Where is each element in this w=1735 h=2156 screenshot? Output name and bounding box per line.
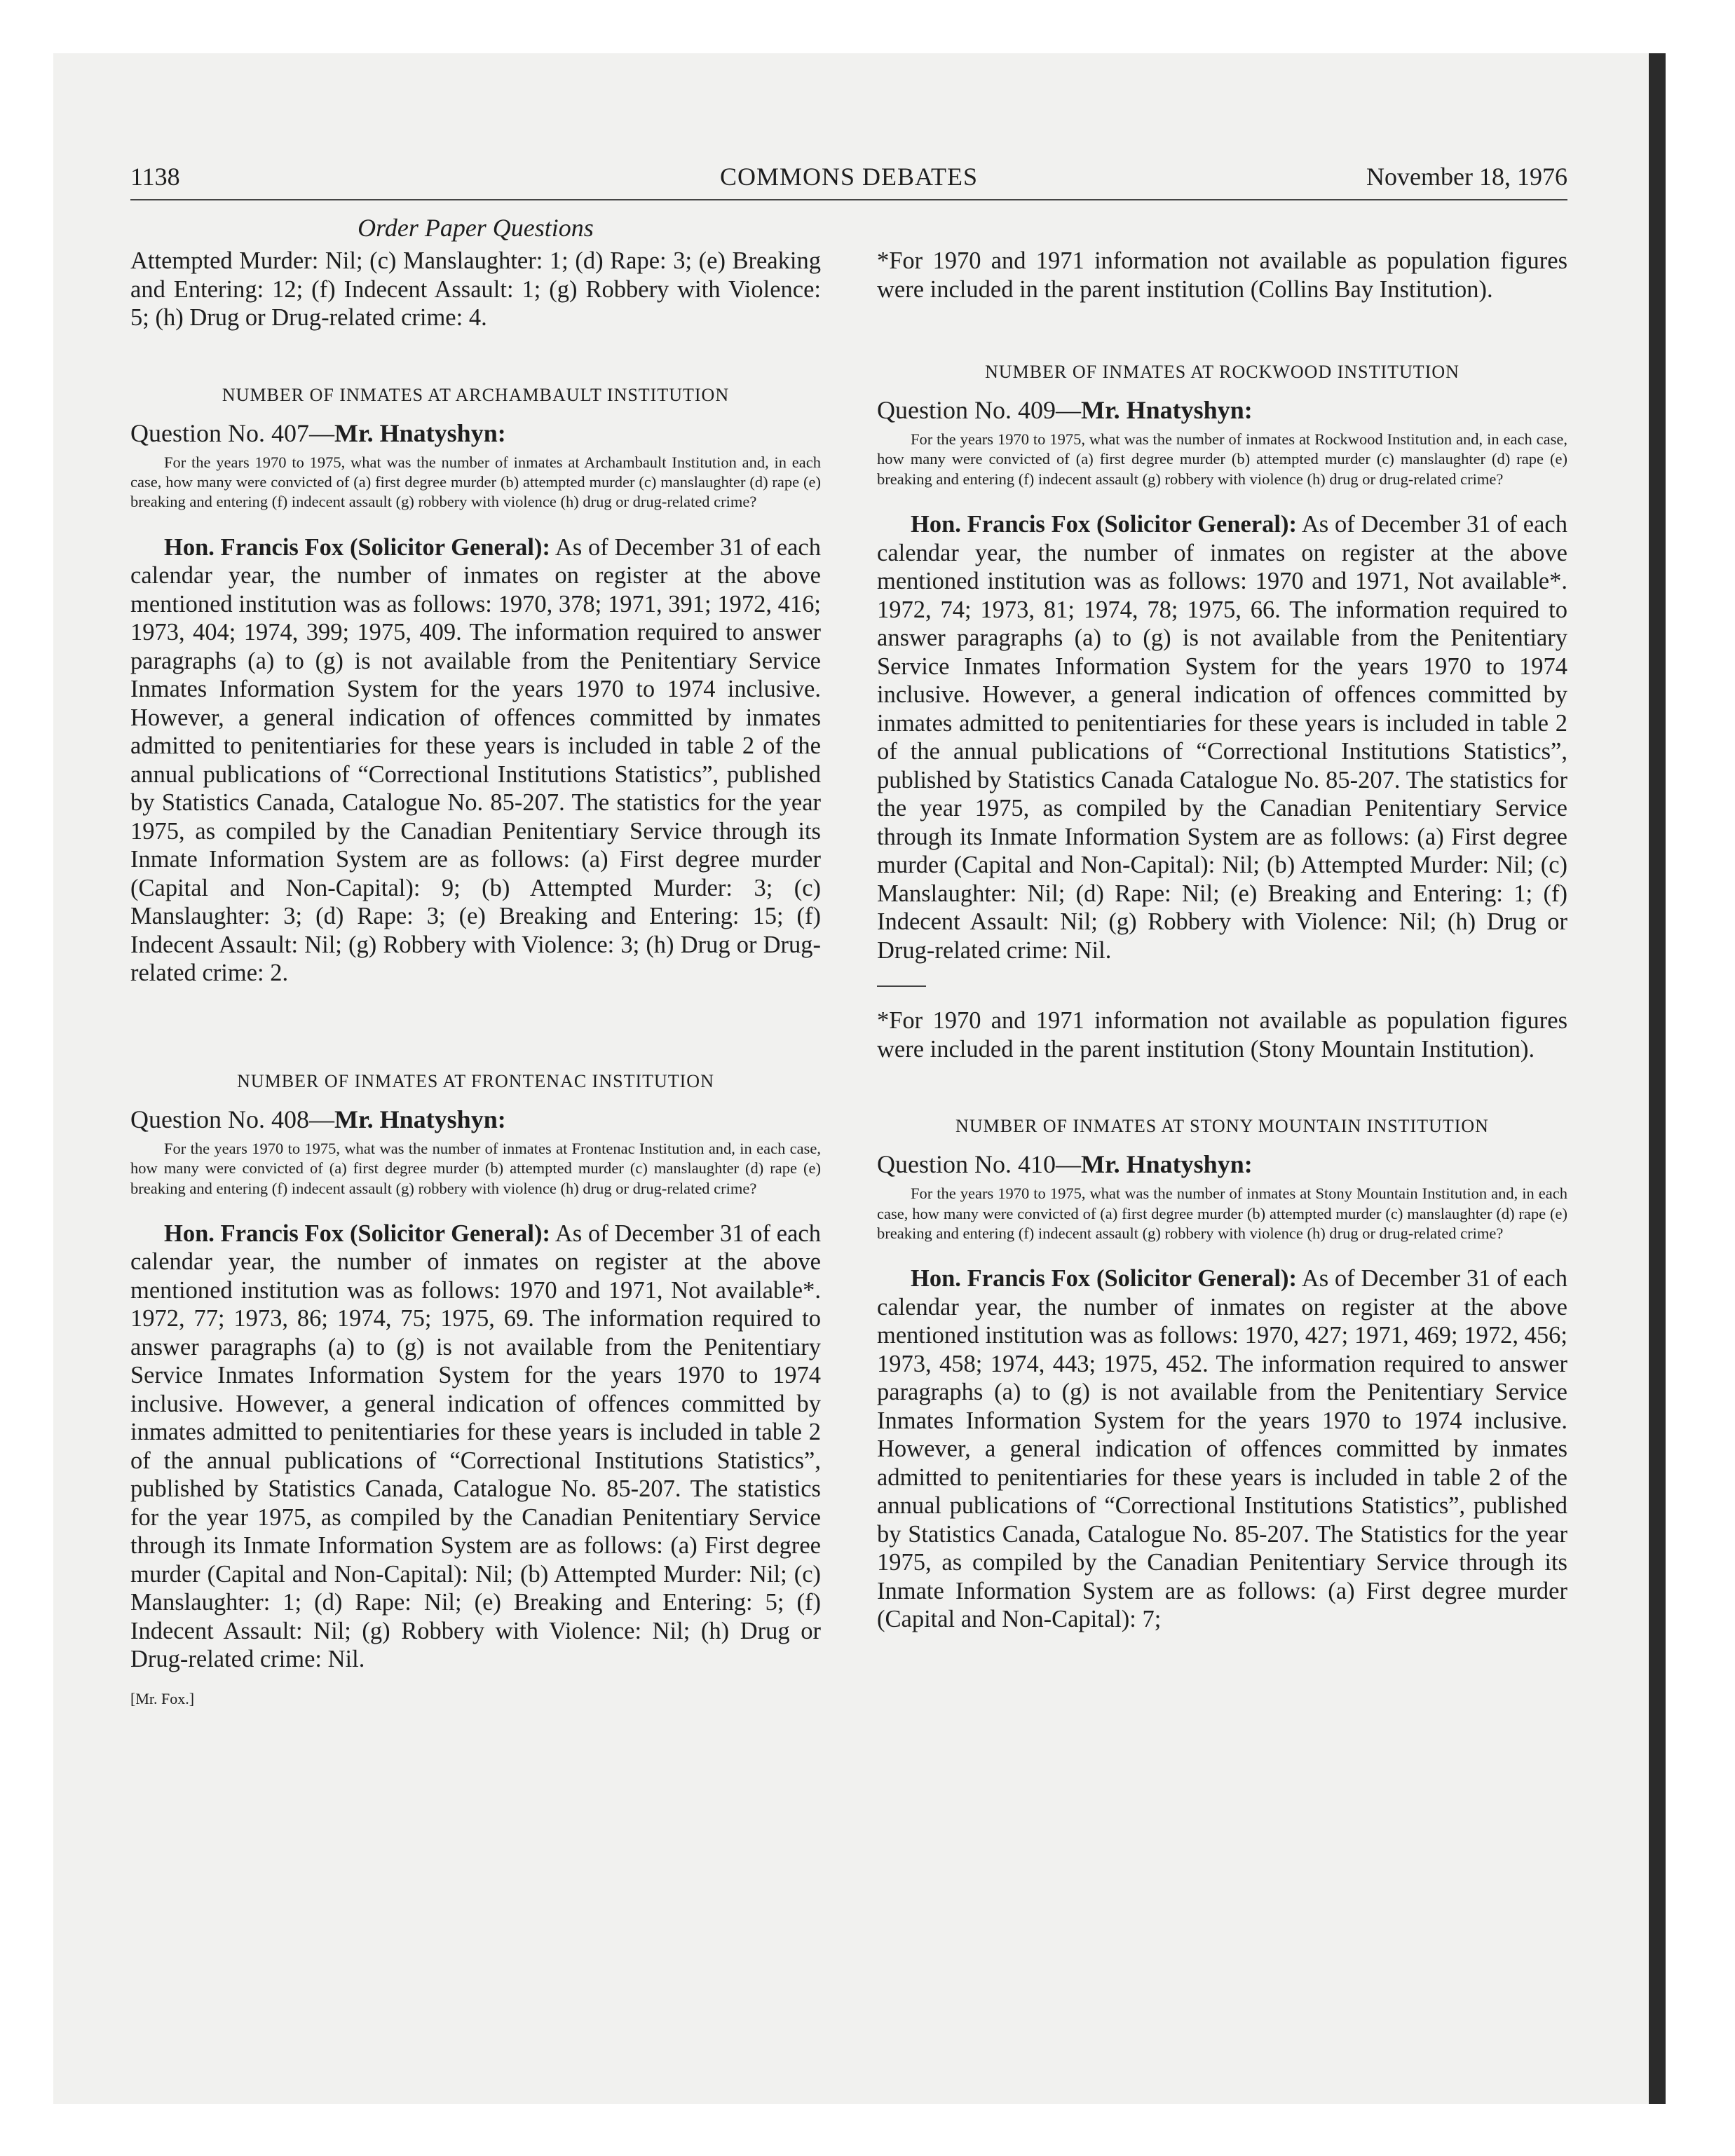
- q409-speaker: Hon. Francis Fox (Solicitor General):: [911, 511, 1297, 538]
- q407-speaker: Hon. Francis Fox (Solicitor General):: [164, 533, 550, 561]
- q410-heading: NUMBER OF INMATES AT STONY MOUNTAIN INSTITUTION: [955, 1116, 1489, 1137]
- page: [130, 160, 1567, 2024]
- q407-answer-text: As of December 31 of each calendar year, the number of inmates on register at the above mentioned institution was as follows: 1970, 378; 1971, 391; 1972, 416; 1973, 404; 1974, 399; 1975, 409. The information required to answer paragraphs (a) to (g) is not available from the Penitentiary Service Inmates Information System for the years 1970 to 1974 inclusive. However, a general indication of offences committed by inmates admitted to penitentiaries for these years is included in table 2 of the annual publications of “Correctional Institutions Statistics”, published by Statistics Canada, Catalogue No. 85-207. The statistics for the year 1975, as compiled by the Canadian Penitentiary Service through its Inmate Information System are as follows: (a) First degree murder (Capital and Non-Capital): 9; (b) Attempted Murder: 3; (c) Manslaughter: 3; (d) Rape: 3; (e) Breaking and Entering: 15; (f) Indecent Assault: Nil; (g) Robbery with Violence: 3; (h) Drug or Drug-related crime: 2.: [130, 533, 821, 987]
- publication-title: COMMONS DEBATES: [719, 163, 979, 191]
- footnote-collins-bay: *For 1970 and 1971 information not available as population figures were included in the parent institution (Collins Bay Institution).: [877, 247, 1567, 303]
- continuation-text: Attempted Murder: Nil; (c) Manslaughter: 1; (d) Rape: 3; (e) Breaking and Entering: 12; (f) Indecent Assault: 1; (g) Robbery with Violence: 5; (h) Drug or Drug-related crime: 4.: [130, 247, 821, 331]
- q409-question-line: [877, 395, 1567, 425]
- q409-answer: [877, 510, 1567, 964]
- page-number: 1138: [130, 163, 180, 191]
- q409-answer-text: As of December 31 of each calendar year, the number of inmates on register at the above mentioned institution was as follows: 1970 and 1971, Not available*. 1972, 74; 1973, 81; 1974, 78; 1975, 66. The information required to answer paragraphs (a) to (g) is not available from the Penitentiary Service Inmates Information System for the years 1970 to 1974 inclusive. However, a general indication of offences committed by inmates admitted to penitentiaries for these years is included in table 2 of the annual publications of “Correctional Institutions Statistics”, published by Statistics Canada Catalogue No. 85-207. The statistics for the year 1975, as compiled by the Canadian Penitentiary Service through its Inmate Information System are as follows: (a) First degree murder (Capital and Non-Capital): Nil; (b) Attempted Murder: Nil; (c) Manslaughter: Nil; (d) Rape: Nil; (e) Breaking and Entering: 1; (f) Indecent Assault: Nil; (g) Robbery with Violence: Nil; (h) Drug or Drug-related crime: Nil.: [877, 511, 1567, 964]
- q410-asker: Mr. Hnatyshyn:: [1081, 1150, 1253, 1179]
- q408-question-text: For the years 1970 to 1975, what was the number of inmates at Frontenac Institution and, in each case, how many were convicted of (a) first degree murder (b) attempted murder (c) manslaughter (d) rape (e) breaking and entering (f) indecent assault (g) robbery with violence (h) drug or drug-related crime?: [130, 1139, 821, 1197]
- q407-asker: Mr. Hnatyshyn:: [334, 418, 506, 447]
- q408-answer: [130, 1220, 821, 1674]
- footnote-stony-mountain: *For 1970 and 1971 information not available as population figures were included in the parent institution (Stony Mountain Institution).: [877, 1007, 1567, 1063]
- q408-speaker: Hon. Francis Fox (Solicitor General):: [164, 1220, 550, 1247]
- q409-number: Question No. 409—: [877, 396, 1081, 424]
- q408-answer-text: As of December 31 of each calendar year, the number of inmates on register at the above mentioned institution was as follows: 1970 and 1971, Not available*. 1972, 77; 1973, 86; 1974, 75; 1975, 69. The information required to answer paragraphs (a) to (g) is not available from the Penitentiary Service Inmates Information System for the years 1970 to 1974 inclusive. However, a general indication of offences committed by inmates admitted to penitentiaries for these years is included in table 2 of the annual publications of “Correctional Institutions Statistics”, published by Statistics Canada, Catalogue No. 85-207. The statistics for the year 1975, as compiled by the Canadian Penitentiary Service through its Inmate Information System are as follows: (a) First degree murder (Capital and Non-Capital): Nil; (b) Attempted Murder: Nil; (c) Manslaughter: 1; (d) Rape: Nil; (e) Breaking and Entering: 5; (f) Indecent Assault: Nil; (g) Robbery with Violence: Nil; (h) Drug or Drug-related crime: Nil.: [130, 1220, 821, 1673]
- q407-question-text: For the years 1970 to 1975, what was the number of inmates at Archambault Institution and, in each case, how many were convicted of (a) first degree murder (b) attempted murder (c) manslaughter (d) rape (e) breaking and entering (f) indecent assault (g) robbery with violence (h) drug or drug-related crime?: [130, 453, 821, 511]
- q410-number: Question No. 410—: [877, 1150, 1081, 1179]
- q410-answer-text: As of December 31 of each calendar year, the number of inmates on register at the above mentioned institution was as follows: 1970, 427; 1971, 469; 1972, 456; 1973, 458; 1974, 443; 1975, 452. The information required to answer paragraphs (a) to (g) is not available from the Penitentiary Service Inmates Information System for the years 1970 to 1974 inclusive. However, a general indication of offences committed by inmates admitted to penitentiaries for these years is included in table 2 of the annual publications of “Correctional Institutions Statistics”, published by Statistics Canada, Catalogue No. 85-207. The Statistics for the year 1975, as compiled by the Canadian Penitentiary Service through its Inmate Information System are as follows: (a) First degree murder (Capital and Non-Capital): 7;: [877, 1265, 1567, 1633]
- section-label: Order Paper Questions: [358, 214, 594, 242]
- q410-answer: [877, 1264, 1567, 1634]
- issue-date: November 18, 1976: [1366, 163, 1567, 191]
- q409-heading: NUMBER OF INMATES AT ROCKWOOD INSTITUTION: [985, 362, 1460, 382]
- footnote-rule: [877, 985, 926, 987]
- q407-question-line: [130, 418, 821, 449]
- q408-heading: NUMBER OF INMATES AT FRONTENAC INSTITUTION: [237, 1070, 714, 1091]
- speaker-tag: [Mr. Fox.]: [130, 1689, 195, 1707]
- running-header: [130, 160, 1567, 200]
- scan-edge-shadow: [1649, 53, 1666, 2104]
- q409-asker: Mr. Hnatyshyn:: [1081, 396, 1253, 424]
- q407-number: Question No. 407—: [130, 418, 334, 447]
- right-column: [877, 247, 1567, 1634]
- q409-question-text: For the years 1970 to 1975, what was the number of inmates at Rockwood Institution and, in each case, how many were convicted of (a) first degree murder (b) attempted murder (c) manslaughter (d) rape (e) breaking and entering (f) indecent assault (g) robbery with violence (h) drug or drug-related crime?: [877, 430, 1567, 488]
- q410-question-text: For the years 1970 to 1975, what was the number of inmates at Stony Mountain Institution and, in each case, how many were convicted of (a) first degree murder (b) attempted murder (c) manslaughter (d) rape (e) breaking and entering (f) indecent assault (g) robbery with violence (h) drug or drug-related crime?: [877, 1185, 1567, 1243]
- q408-asker: Mr. Hnatyshyn:: [334, 1105, 506, 1133]
- left-column: [130, 247, 821, 1709]
- q408-number: Question No. 408—: [130, 1105, 334, 1133]
- q407-heading: NUMBER OF INMATES AT ARCHAMBAULT INSTITUTION: [222, 384, 730, 405]
- q408-question-line: [130, 1104, 821, 1135]
- q410-question-line: [877, 1149, 1567, 1180]
- q410-speaker: Hon. Francis Fox (Solicitor General):: [911, 1265, 1297, 1292]
- q407-answer: [130, 533, 821, 988]
